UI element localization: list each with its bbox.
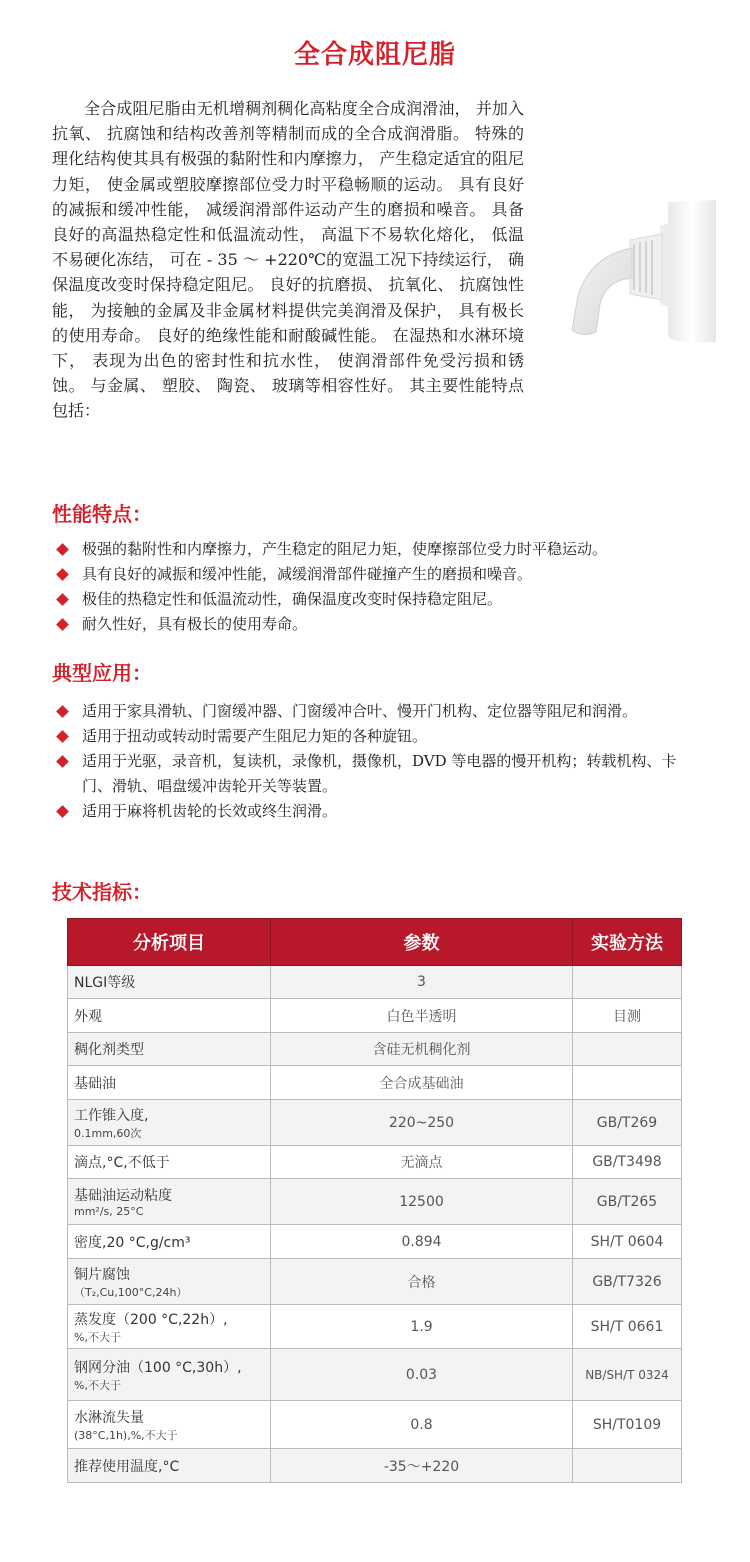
- red-diamond-icon: [56, 543, 69, 556]
- spec-item-label: 滴点,°C,不低于: [74, 1155, 170, 1171]
- header-value: 参数: [271, 919, 573, 966]
- red-diamond-icon: [56, 593, 69, 606]
- spec-value-cell: 0.8: [271, 1401, 573, 1449]
- spec-item-label: 密度,20 °C,g/cm³: [74, 1234, 191, 1251]
- red-diamond-icon: [56, 755, 69, 768]
- header-method: 实验方法: [573, 919, 682, 966]
- red-diamond-icon: [56, 568, 69, 581]
- spec-item-label: 钢网分油（100 °C,30h）,: [74, 1359, 242, 1376]
- features-list: [52, 537, 742, 637]
- list-item: 适用于麻将机齿轮的长效或终生润滑。: [52, 799, 702, 824]
- spec-item-cell: [68, 1449, 271, 1483]
- spec-value-cell: 0.894: [271, 1225, 573, 1259]
- table-row: [68, 1225, 682, 1259]
- spec-method-cell: 目测: [573, 999, 682, 1033]
- spec-value-cell: 合格: [271, 1259, 573, 1305]
- spec-method-cell: SH/T 0604: [573, 1225, 682, 1259]
- spec-method-cell: NB/SH/T 0324: [573, 1349, 682, 1401]
- spec-method-cell: GB/T7326: [573, 1259, 682, 1305]
- spec-item-label: 水淋流失量: [74, 1409, 144, 1426]
- red-diamond-icon: [56, 705, 69, 718]
- list-item: 极佳的热稳定性和低温流动性，确保温度改变时保持稳定阻尼。: [52, 587, 742, 612]
- red-diamond-icon: [56, 730, 69, 743]
- spec-value-cell: 220~250: [271, 1100, 573, 1146]
- spec-item-label: 外观: [74, 1008, 102, 1025]
- spec-item-sublabel: （T₂,Cu,100°C,24h）: [74, 1285, 188, 1299]
- spec-method-cell: SH/T0109: [573, 1401, 682, 1449]
- table-row: [68, 1146, 682, 1179]
- spec-value-cell: 3: [271, 966, 573, 999]
- spec-value-cell: 全合成基础油: [271, 1066, 573, 1100]
- spec-item-label: NLGI等级: [74, 975, 136, 991]
- spec-value-cell: 含硅无机稠化剂: [271, 1033, 573, 1066]
- spec-item-cell: [68, 966, 271, 999]
- spec-value-cell: -35～+220: [271, 1449, 573, 1483]
- spec-item-cell: [68, 1401, 271, 1449]
- table-row: [68, 1066, 682, 1100]
- spec-method-cell: SH/T 0661: [573, 1305, 682, 1349]
- spec-item-cell: [68, 1100, 271, 1146]
- spec-item-cell: [68, 1146, 271, 1179]
- spec-value-cell: 无滴点: [271, 1146, 573, 1179]
- spec-method-cell: [573, 966, 682, 999]
- table-row: [68, 999, 682, 1033]
- spec-item-label: 铜片腐蚀: [74, 1266, 130, 1283]
- spec-item-label: 基础油: [74, 1075, 116, 1092]
- grease-tube-image: [560, 196, 716, 346]
- spec-item-cell: [68, 999, 271, 1033]
- spec-item-cell: [68, 1305, 271, 1349]
- spec-item-label: 蒸发度（200 °C,22h）,: [74, 1311, 228, 1328]
- spec-item-sublabel: %,不大于: [74, 1330, 121, 1344]
- table-row: [68, 1259, 682, 1305]
- table-row: [68, 1305, 682, 1349]
- header-item: 分析项目: [68, 919, 271, 966]
- spec-value-cell: 12500: [271, 1179, 573, 1225]
- table-row: [68, 1179, 682, 1225]
- specs-heading: 技术指标：: [52, 880, 152, 904]
- list-item: 适用于家具滑轨、门窗缓冲器、门窗缓冲合叶、慢开门机构、定位器等阻尼和润滑。: [52, 699, 702, 724]
- spec-item-cell: [68, 1179, 271, 1225]
- table-row: [68, 1449, 682, 1483]
- spec-method-cell: GB/T3498: [573, 1146, 682, 1179]
- spec-value-cell: 0.03: [271, 1349, 573, 1401]
- spec-item-label: 基础油运动粘度: [74, 1188, 172, 1204]
- table-row: [68, 1100, 682, 1146]
- applications-list: [52, 699, 702, 824]
- table-row: [68, 1401, 682, 1449]
- spec-item-sublabel: (38°C,1h),%,不大于: [74, 1428, 178, 1442]
- spec-value-cell: 1.9: [271, 1305, 573, 1349]
- spec-method-cell: GB/T265: [573, 1179, 682, 1225]
- table-header-row: [68, 919, 682, 966]
- spec-item-cell: [68, 1033, 271, 1066]
- red-diamond-icon: [56, 805, 69, 818]
- spec-method-cell: [573, 1033, 682, 1066]
- table-row: [68, 1349, 682, 1401]
- list-item: 极强的黏附性和内摩擦力，产生稳定的阻尼力矩，使摩擦部位受力时平稳运动。: [52, 537, 742, 562]
- spec-method-cell: [573, 1066, 682, 1100]
- page-title: 全合成阻尼脂: [293, 40, 456, 70]
- applications-heading: 典型应用：: [52, 661, 152, 685]
- spec-item-label: 推荐使用温度,°C: [74, 1458, 180, 1475]
- spec-item-sublabel: 0.1mm,60次: [74, 1126, 142, 1140]
- spec-method-cell: [573, 1449, 682, 1483]
- spec-item-cell: [68, 1066, 271, 1100]
- spec-item-cell: [68, 1349, 271, 1401]
- spec-item-cell: [68, 1225, 271, 1259]
- list-item: 具有良好的减振和缓冲性能，减缓润滑部件碰撞产生的磨损和噪音。: [52, 562, 742, 587]
- list-item: 耐久性好，具有极长的使用寿命。: [52, 612, 742, 637]
- table-row: [68, 966, 682, 999]
- spec-method-cell: GB/T269: [573, 1100, 682, 1146]
- features-heading: 性能特点：: [52, 502, 152, 526]
- list-item: 适用于扭动或转动时需要产生阻尼力矩的各种旋钮。: [52, 724, 702, 749]
- spec-table: [67, 918, 682, 1483]
- spec-item-cell: [68, 1259, 271, 1305]
- spec-value-cell: 白色半透明: [271, 999, 573, 1033]
- red-diamond-icon: [56, 618, 69, 631]
- spec-item-label: 稠化剂类型: [74, 1042, 144, 1058]
- spec-item-label: 工作锥入度,: [74, 1107, 149, 1124]
- spec-item-sublabel: mm²/s, 25°C: [74, 1205, 144, 1218]
- list-item: 适用于光驱，录音机，复读机，录像机，摄像机，DVD 等电器的慢开机构；转载机构、卡门、滑轨、唱盘缓冲齿轮开关等装置。: [52, 749, 702, 799]
- spec-item-sublabel: %,不大于: [74, 1378, 121, 1392]
- table-row: [68, 1033, 682, 1066]
- intro-paragraph: 全合成阻尼脂由无机增稠剂稠化高粘度全合成润滑油， 并加入抗氧、 抗腐蚀和结构改善剂等精制而成的全合成润滑脂。 特殊的理化结构使其具有极强的黏附性和内摩擦力， 产生稳定适宜的阻尼力矩， 使金属或塑胶摩擦部位受力时平稳畅顺的运动。 具有良好的减振和缓冲性能， 减缓润滑部件运动产生的磨损和噪音。 具备良好的高温热稳定性和低温流动性， 高温下不易软化熔化， 低温不易硬化冻结， 可在 - 35 ～ +220℃的宽温工况下持续运行， 确保温度改变时保持稳定阻尼。 良好的抗磨损、 抗氧化、 抗腐蚀性能， 为接触的金属及非金属材料提供完美润滑及保护， 具有极长的使用寿命。 良好的绝缘性能和耐酸碱性能。 在湿热和水淋环境下， 表现为出色的密封性和抗水性， 使润滑部件免受污损和锈蚀。 与金属、 塑胶、 陶瓷、 玻璃等相容性好。 其主要性能特点包括：: [52, 99, 524, 421]
